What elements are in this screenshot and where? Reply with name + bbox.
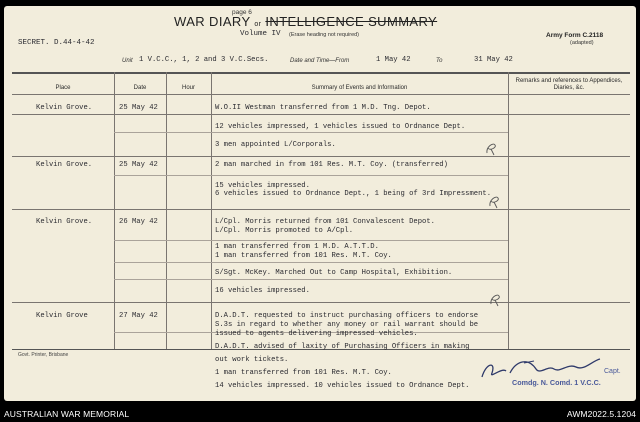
entry-line: 6 vehicles issued to Ordnance Dept., 1 being of 3rd Impressment. — [215, 190, 492, 198]
header-bottom-rule — [12, 94, 630, 95]
signature — [476, 351, 604, 381]
entry-line: S/Sgt. McKey. Marched Out to Camp Hospital, Exhibition. — [215, 269, 453, 277]
date-from: 1 May 42 — [376, 56, 411, 64]
entry-place: Kelvin Grove — [36, 312, 88, 320]
entry-line: D.A.D.T. advised of laxity of Purchasing Officers in making — [215, 343, 470, 351]
erase-note: (Erase heading not required) — [289, 32, 360, 38]
army-form-label: Army Form C.2118 — [546, 32, 604, 39]
initial-mark — [484, 139, 498, 157]
volume-label: Volume IV — [240, 30, 281, 38]
row-rule — [12, 114, 630, 115]
table-top-rule — [12, 72, 630, 74]
title-or: or — [254, 21, 262, 28]
col-header-summary: Summary of Events and Information — [311, 85, 408, 91]
entry-line: 15 vehicles impressed. — [215, 182, 310, 190]
entry-line: 2 man marched in from 101 Res. M.T. Coy. (transferred) — [215, 161, 448, 169]
title-intelligence-summary: INTELLIGENCE SUMMARY — [265, 14, 438, 29]
title-war-diary: WAR DIARY — [174, 14, 251, 29]
entry-line: issued to agents delivering impressed vehicles. — [215, 330, 418, 338]
row-rule — [12, 156, 630, 157]
entry-line: D.A.D.T. requested to instruct purchasing officers to endorse — [215, 312, 479, 320]
entry-line: out work tickets. — [215, 356, 289, 364]
footer-institution: AUSTRALIAN WAR MEMORIAL — [4, 409, 130, 419]
entry-line: L/Cpl. Morris returned from 101 Convalescent Depot. — [215, 218, 435, 226]
document-title — [174, 14, 437, 29]
col-header-hour: Hour — [181, 85, 195, 91]
page-number: page 6 — [232, 9, 252, 16]
col-header-date: Date — [133, 85, 147, 91]
entry-line: L/Cpl. Morris promoted to A/Cpl. — [215, 227, 354, 235]
date-to: 31 May 42 — [474, 56, 513, 64]
entry-line: 1 man transferred from 1 M.D. A.T.T.D. — [215, 243, 379, 251]
row-rule — [12, 302, 630, 303]
entry-line: S.3s in regard to whether any money or rail warrant should be — [215, 321, 479, 329]
entry-line: 3 men appointed L/Corporals. — [215, 141, 336, 149]
printer-imprint: Govt. Printer, Brisbane — [18, 352, 69, 358]
entry-line: 1 man transferred from 101 Res. M.T. Coy. — [215, 252, 392, 260]
entry-line: 14 vehicles impressed. 10 vehicles issued to Ordnance Dept. — [215, 382, 470, 390]
col-header-remarks: Remarks and references to Appendices, Diaries, &c. — [515, 78, 623, 91]
row-rule — [114, 175, 508, 176]
unit-label: Unit — [122, 58, 133, 64]
unit-value: 1 V.C.C., 1, 2 and 3 V.C.Secs. — [139, 56, 269, 64]
entry-place: Kelvin Grove. — [36, 161, 93, 169]
entry-date: 27 May 42 — [119, 312, 158, 320]
date-to-label: To — [436, 58, 443, 64]
diary-page — [4, 6, 636, 401]
row-rule — [12, 209, 630, 210]
initial-mark — [488, 290, 502, 308]
row-rule — [114, 132, 508, 133]
date-range-label: Date and Time—From — [290, 58, 350, 64]
signature-rank: Capt. — [604, 368, 621, 375]
army-form-adapted: (adapted) — [570, 40, 594, 46]
entry-line: 12 vehicles impressed, 1 vehicles issued to Ordnance Dept. — [215, 123, 466, 131]
entry-date: 26 May 42 — [119, 218, 158, 226]
entry-place: Kelvin Grove. — [36, 104, 93, 112]
entry-place: Kelvin Grove. — [36, 218, 93, 226]
row-rule — [114, 240, 508, 241]
entry-line: 16 vehicles impressed. — [215, 287, 310, 295]
entry-date: 25 May 42 — [119, 161, 158, 169]
row-rule — [114, 262, 508, 263]
col-header-place: Place — [55, 85, 71, 91]
entry-line: W.O.II Westman transferred from 1 M.D. Tng. Depot. — [215, 104, 431, 112]
secret-reference: SECRET. D.44-4-42 — [18, 39, 95, 47]
entry-date: 25 May 42 — [119, 104, 158, 112]
signature-title: Comdg. N. Comd. 1 V.C.C. — [512, 378, 601, 387]
row-rule — [114, 279, 508, 280]
footer-accession-number: AWM2022.5.1204 — [566, 409, 636, 419]
initial-mark — [487, 192, 501, 210]
entry-line: 1 man transferred from 101 Res. M.T. Coy. — [215, 369, 392, 377]
